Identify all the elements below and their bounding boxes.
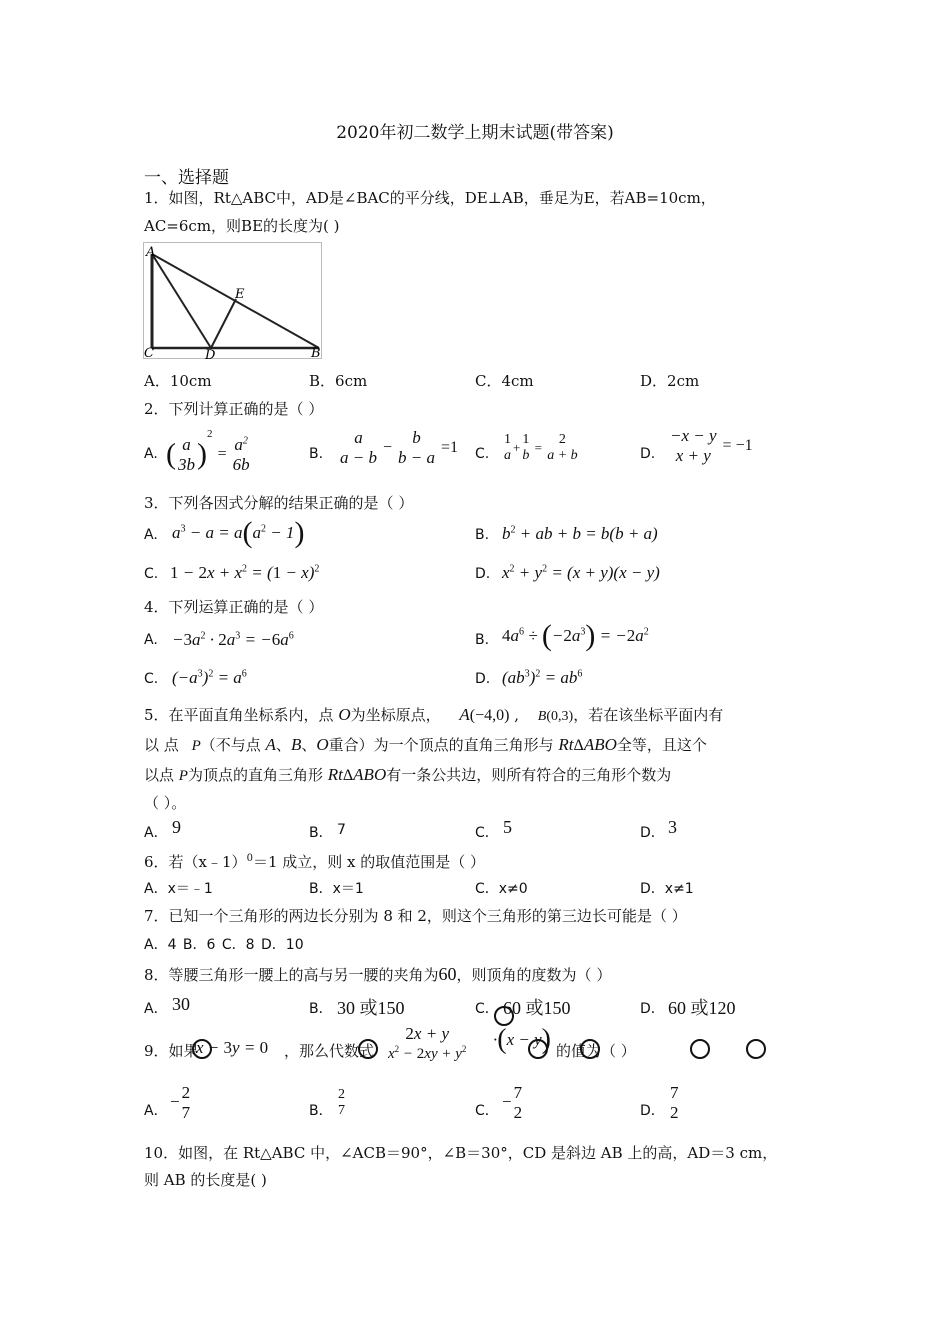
q10-line1: 10．如图，在 Rt△ABC 中，∠ACB＝90°，∠B＝30°，CD 是斜边 AB 上的高，AD＝3 cm，	[144, 1144, 778, 1162]
q3-formula-d: $x^2 + y^2 = (x + y)(x - y)$	[502, 563, 660, 582]
q9-stem-c: 的值为（ ）	[556, 1042, 636, 1060]
q5-line4: （ ）。	[144, 794, 187, 812]
q4-stem: 4．下列运算正确的是（ ）	[144, 598, 324, 616]
scan-artifact-circle	[494, 1006, 514, 1026]
figure-label-b: B	[311, 346, 321, 360]
scan-artifact-circle	[528, 1039, 548, 1059]
q4-letter-b: B.	[475, 632, 490, 648]
section-heading: 一、选择题	[144, 168, 229, 188]
q4-letter-c: C.	[144, 671, 159, 687]
q5-text-2a: 以 点	[144, 736, 179, 754]
q1-option-d: D．2cm	[640, 372, 700, 390]
q7-stem: 7．已知一个三角形的两边长分别为 8 和 2，则这个三角形的第三边长可能是（ ）	[144, 907, 687, 925]
q5-text-2c: 重合）为一个顶点的直角三角形与	[328, 736, 554, 754]
figure-label-c: C	[144, 346, 154, 360]
q2-formula-d: −x − y x + y = −1	[670, 426, 753, 465]
scan-artifact-circle	[746, 1039, 766, 1059]
q8-letter-b: B．	[309, 1001, 333, 1017]
q2-formula-b: a a − b − b b − a =1	[340, 428, 459, 467]
figure-label-d: D	[205, 348, 216, 360]
q9-factor: ·(x − y)	[493, 1024, 551, 1055]
q9-value-d: 7 2	[670, 1083, 679, 1122]
q9-expression: 2x + y $x^2 - 2xy + y^2$	[388, 1024, 467, 1062]
q8-value-d: 60 或120	[668, 998, 736, 1018]
q8-stem: 8．等腰三角形一腰上的高与另一腰的夹角为60，则顶角的度数为（ ）	[144, 964, 612, 984]
q3-letter-c: C.	[144, 566, 159, 582]
q5-value-d: 3	[668, 817, 677, 837]
q3-formula-c: $1 - 2x + x^2 = (1 - x)^2$	[170, 563, 320, 582]
q2-formula-c: 1 a + 1 b = 2 a + b	[504, 432, 578, 463]
q9-letter-d: D．	[640, 1103, 665, 1119]
q5-text-2b: （不与点	[200, 736, 261, 754]
q3-letter-d: D.	[475, 566, 491, 582]
q5-text-3c: 有一条公共边，则所有符合的三角形个数为	[386, 766, 672, 784]
q5-letter-b: B．	[309, 825, 333, 841]
q1-stem-line1: 1．如图，Rt△ABC中，AD是∠BAC的平分线，DE⊥AB，垂足为E，若AB=10cm，	[144, 189, 716, 207]
q7-options: A．4 B．6 C．8 D．10	[144, 937, 304, 953]
q5-text-3b: 为顶点的直角三角形	[187, 766, 323, 784]
q5-text-2d: 全等，且这个	[616, 736, 707, 754]
q4-formula-d: $(ab^3)^2 = ab^6$	[502, 668, 583, 687]
q8-stem-a: 8．等腰三角形一腰上的高与另一腰的夹角为	[144, 966, 439, 984]
q6-stem-a: 6．若（x﹣1）	[144, 853, 247, 871]
q5-line2: 以 点 P（不与点 A、B、O重合）为一个顶点的直角三角形与 RtΔABO全等，且这个	[144, 735, 707, 754]
q6-option-c: C．x≠0	[475, 881, 528, 897]
q5-value-a: 9	[172, 817, 181, 837]
q5-letter-d: D．	[640, 825, 665, 841]
figure-label-a: A	[146, 245, 156, 260]
q8-value-a: 30	[172, 994, 190, 1014]
q2-stem: 2．下列计算正确的是（ ）	[144, 400, 324, 418]
q5-line1: 5．在平面直角坐标系内，点 O为坐标原点， A(−4,0) , B(0,3)，若在该坐标平面内有	[144, 705, 724, 724]
q3-formula-a: $a^3 - a = a(a^2 - 1)$	[172, 516, 305, 549]
q5-text-1a: 5．在平面直角坐标系内，点	[144, 706, 334, 724]
q9-letter-a: A．	[144, 1103, 168, 1119]
q5-letter-a: A．	[144, 825, 168, 841]
q3-letter-b: B.	[475, 527, 490, 543]
q5-letter-c: C．	[475, 825, 499, 841]
q6-stem-b: ＝1 成立，则 x 的取值范围是（ ）	[252, 853, 486, 871]
q8-letter-d: D．	[640, 1001, 665, 1017]
q4-formula-b: $4a^6 \div (-2a^3) = -2a^2$	[502, 619, 649, 652]
figure-label-e: E	[235, 287, 245, 302]
q8-letter-c: C．	[475, 1001, 499, 1017]
q9-value-c: − 7 2	[502, 1083, 523, 1122]
q2-formula-a: ( a 3b )$^2$ = $a^2$ 6b	[166, 428, 250, 474]
q9-value-b: 2 7	[338, 1087, 345, 1118]
q6-option-d: D．x≠1	[640, 881, 694, 897]
q5-value-c: 5	[503, 817, 512, 837]
q1-option-c: C．4cm	[475, 372, 534, 390]
q4-formula-a: $-3a^2 \cdot 2a^3 = -6a^6$	[172, 630, 294, 649]
page-title: 2020年初二数学上期末试题(带答案)	[336, 123, 614, 143]
q4-letter-a: A.	[144, 632, 158, 648]
q1-stem-line2: AC=6cm，则BE的长度为( )	[144, 217, 340, 235]
q4-formula-c: $(-a^3)^2 = a^6$	[172, 668, 247, 687]
q9-stem-b: ，那么代数式	[284, 1042, 375, 1060]
q8-stem-b: ，则顶角的度数为（ ）	[456, 966, 612, 984]
q9-value-a: − 2 7	[170, 1083, 191, 1122]
q2-letter-b: B.	[309, 446, 324, 462]
q9-stem-a: 9．如果	[144, 1042, 199, 1060]
q6-stem	[144, 848, 485, 873]
q6-option-b: B．x＝1	[309, 881, 364, 897]
q9-condition: x − 3y = 0	[196, 1038, 269, 1057]
q5-text-1c: ，若在该坐标平面内有	[573, 706, 724, 724]
q2-letter-a: A.	[144, 446, 158, 462]
q8-letter-a: A．	[144, 1001, 168, 1017]
q9-letter-c: C．	[475, 1103, 499, 1119]
q1-option-b: B．6cm	[309, 372, 368, 390]
q8-value-c: 60 或150	[503, 998, 571, 1018]
q5-value-b: 7	[337, 822, 346, 838]
q6-option-a: A．x＝﹣1	[144, 881, 213, 897]
scan-artifact-circle	[690, 1039, 710, 1059]
q5-text-3a: 以点	[144, 766, 175, 784]
scan-artifact-circle	[192, 1039, 212, 1059]
q3-letter-a: A.	[144, 527, 158, 543]
q3-formula-b: $b^2$ + ab + b = b(b + a)	[502, 524, 658, 543]
q1-option-a: A．10cm	[144, 372, 212, 390]
q5-line3: 以点 P为顶点的直角三角形 RtΔABO有一条公共边，则所有符合的三角形个数为	[144, 765, 672, 784]
q8-value-b: 30 或150	[337, 998, 405, 1018]
q9-letter-b: B．	[309, 1103, 333, 1119]
q4-letter-d: D.	[475, 671, 491, 687]
q1-triangle-figure	[143, 242, 323, 360]
q3-stem: 3．下列各因式分解的结果正确的是（ ）	[144, 494, 414, 512]
q2-letter-d: D.	[640, 446, 656, 462]
scan-artifact-circle	[580, 1039, 600, 1059]
scan-artifact-circle	[358, 1039, 378, 1059]
q10-line2: 则 AB 的长度是( )	[144, 1171, 267, 1189]
q6-exponent: 0	[246, 853, 253, 864]
q2-letter-c: C.	[475, 446, 490, 462]
q5-text-1b: 为坐标原点，	[350, 706, 441, 724]
